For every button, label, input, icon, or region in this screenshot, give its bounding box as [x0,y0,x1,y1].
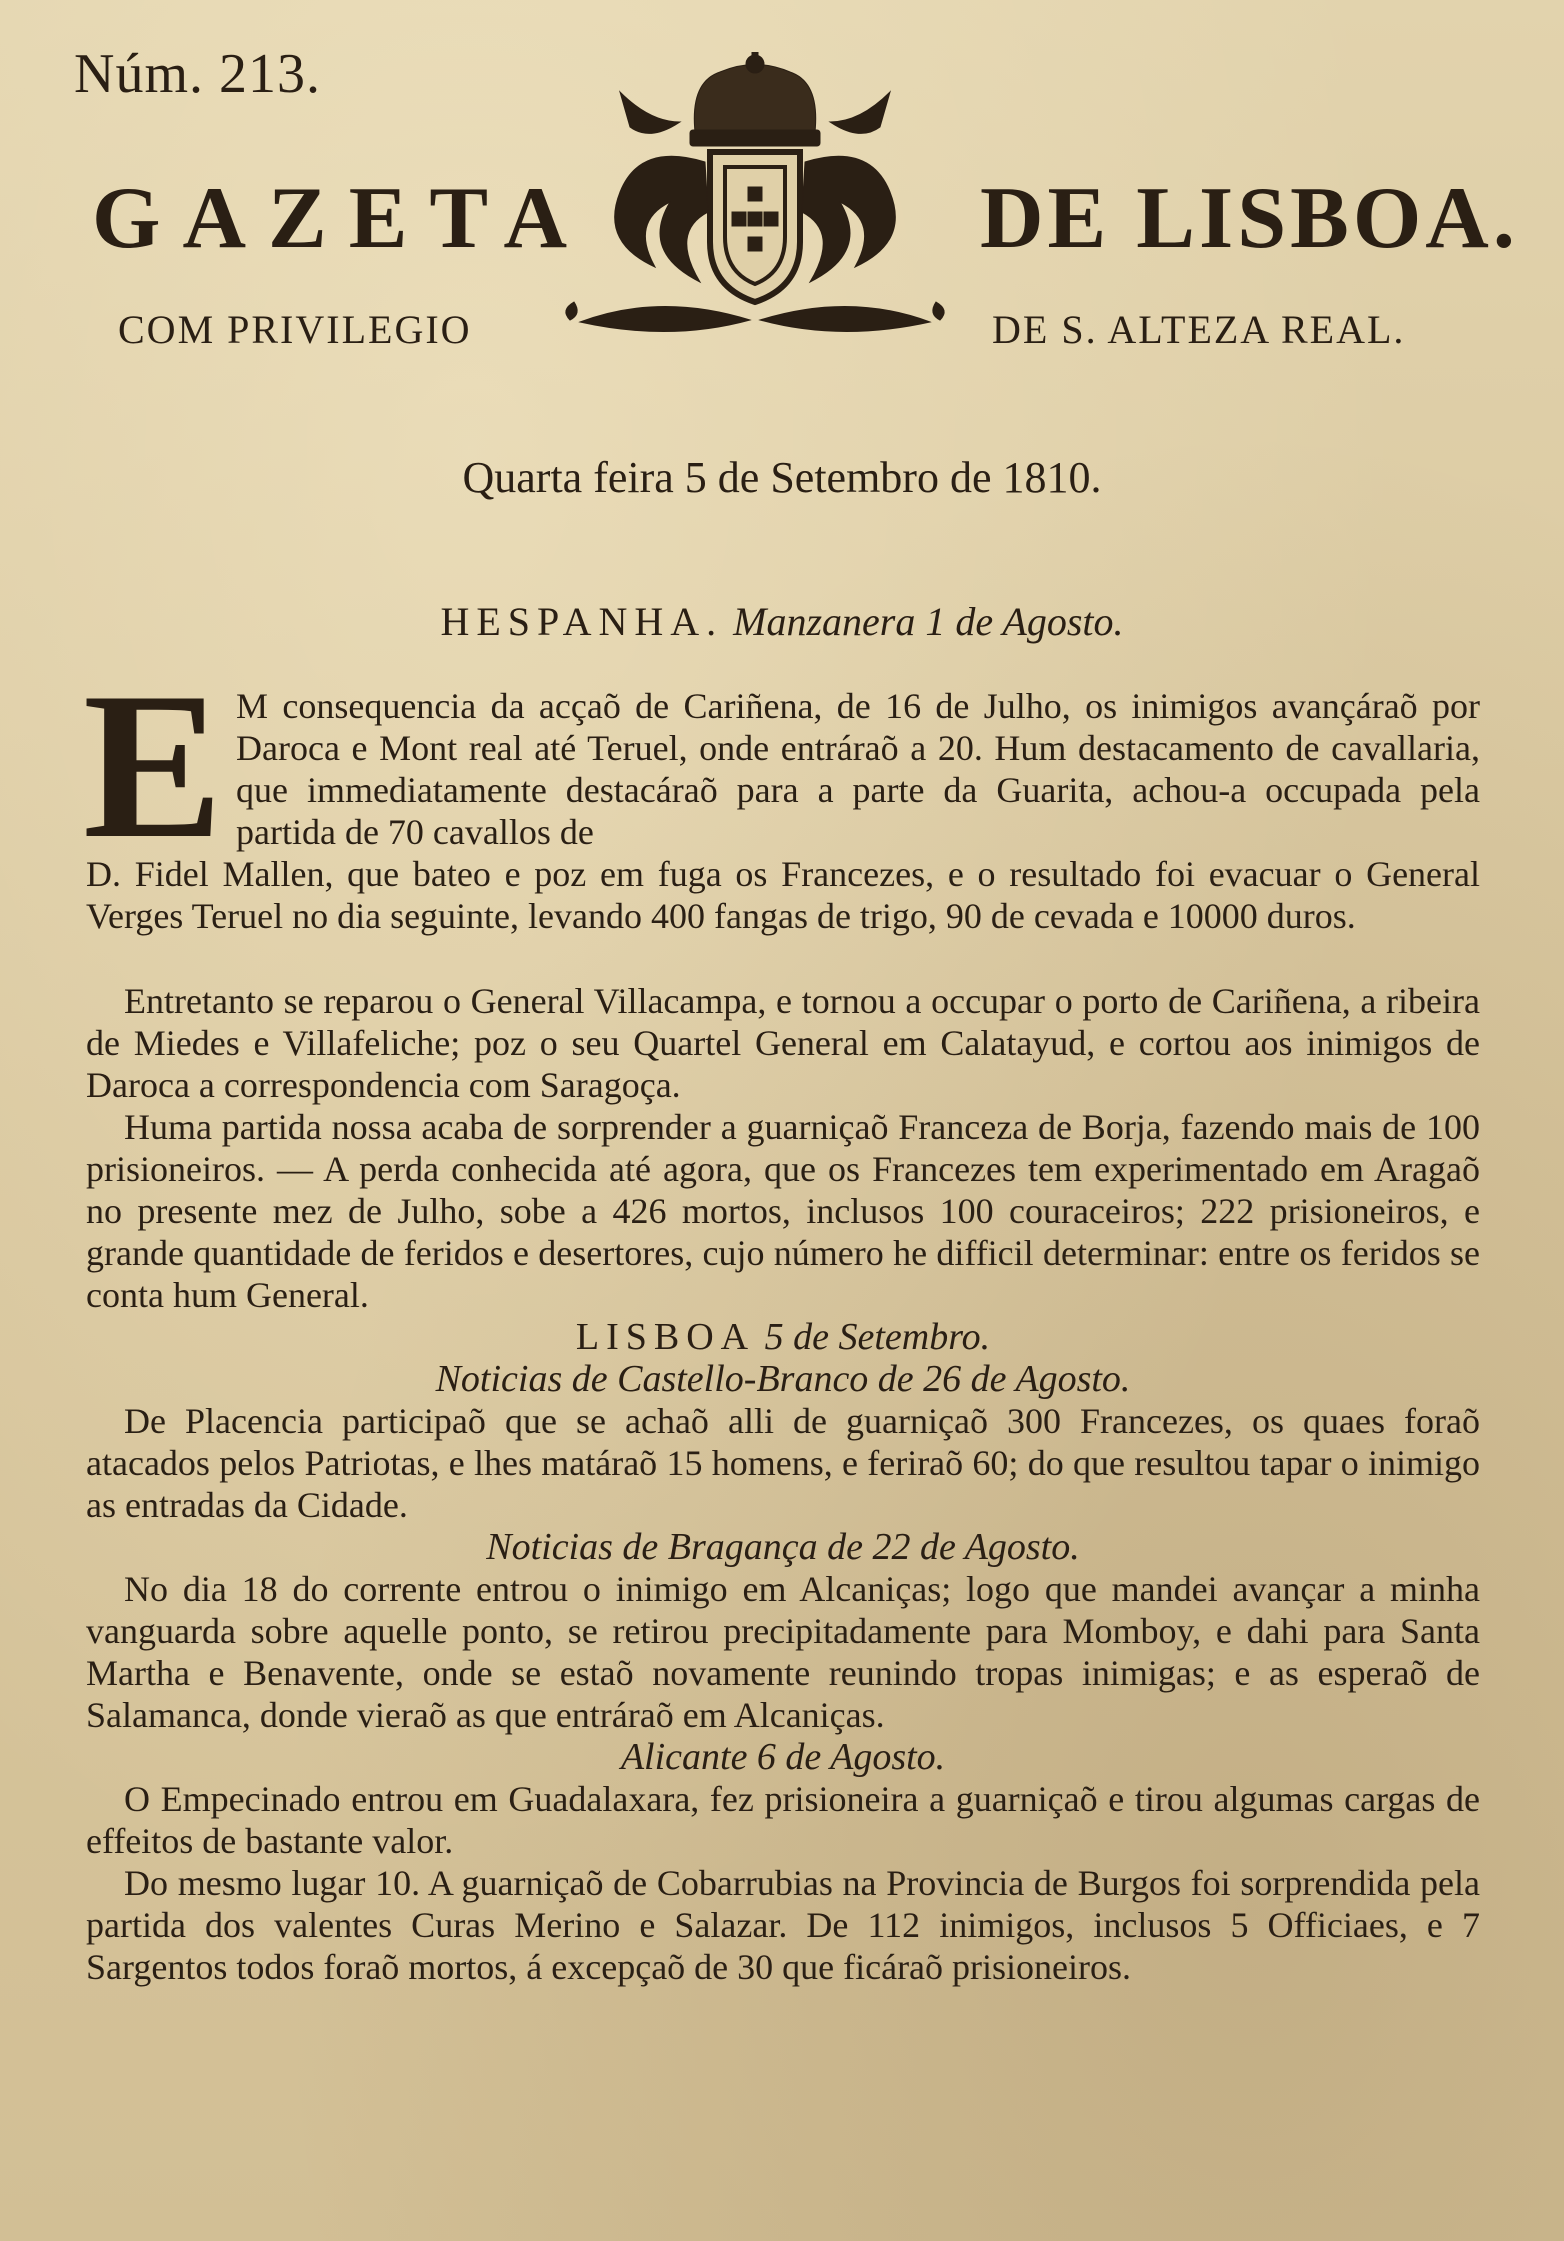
section-heading-spain [0,598,1564,645]
paragraph: Entretanto se reparou o General Villacampa, e tornou a occupar o porto de Cariñena, a ribeira de Miedes e Villafeliche; poz o seu Quartel General em Calatayud, e cortou aos inimigos de Daroca a correspondencia com Saragoça. [86,981,1480,1105]
royal-crest-icon [560,52,950,362]
paragraph: Do mesmo lugar 10. A guarniçaõ de Cobarrubias na Provincia de Burgos foi sorprendida pela partida dos valentes Curas Merino e Salazar. De 112 inimigos, inclusos 5 Officiaes, e 7 Sargentos todos foraõ mortos, á excepçaõ de 30 que ficáraõ prisioneiros. [86,1863,1480,1987]
subheading: Alicante 6 de Agosto. [620,1736,946,1778]
article-body [86,980,1480,1988]
masthead-title-left: GAZETA [92,170,590,267]
paragraph: Huma partida nossa acaba de sorprender a guarniçaõ Franceza de Borja, fazendo mais de 100 prisioneiros. — A perda conhecida até agora, que os Francezes tem experimentado em Aragaõ no presente mez de Julho, sobe a 426 mortos, inclusos 100 couraceiros; 222 prisioneiros, e grande quantidade de feridos e desertores, cujo número he difficil determinar: entre os feridos se conta hum General. [86,1107,1480,1315]
section-city-date: 5 de Setembro. [764,1316,991,1358]
drop-cap: E [82,650,224,882]
section-city: LISBOA [575,1316,756,1358]
first-paragraph-continuation: D. Fidel Mallen, que bateo e poz em fuga os Francezes, e o resultado foi evacuar o General Verges Teruel no dia seguinte, levando 400 fangas de trigo, 90 de cevada e 10000 duros. [86,854,1480,936]
subheading: Noticias de Castello-Branco de 26 de Agosto. [435,1358,1131,1400]
paragraph: De Placencia participaõ que se achaõ alli de guarniçaõ 300 Francezes, os quaes foraõ atacados pelos Patriotas, e lhes matáraõ 15 homens, e feriraõ 60; do que resultou tapar o inimigo as entradas da Cidade. [86,1401,1480,1525]
paragraph: No dia 18 do corrente entrou o inimigo em Alcaniças; logo que mandei avançar a minha vanguarda sobre aquelle ponto, se retirou precipitadamente para Momboy, e dahi para Santa Martha e Benavente, onde se estaõ novamente reunindo tropas inimigas; e as esperaõ de Salamanca, donde vieraõ as que entráraõ em Alcaniças. [86,1569,1480,1735]
masthead-title-right: DE LISBOA. [980,170,1519,267]
privilege-right: DE S. ALTEZA REAL. [992,307,1406,352]
privilege-left: COM PRIVILEGIO [118,307,472,352]
issue-number: Núm. 213. [74,43,321,105]
section-country: HESPANHA. [440,599,724,644]
issue-date: Quarta feira 5 de Setembro de 1810. [462,453,1102,502]
paragraph: O Empecinado entrou em Guadalaxara, fez prisioneira a guarniçaõ e tirou algumas cargas de effeitos de bastante valor. [86,1779,1480,1861]
section-place: Manzanera 1 de Agosto. [733,599,1124,644]
section-heading-lisbon [86,1316,1480,1358]
subheading: Noticias de Bragança de 22 de Agosto. [486,1526,1080,1568]
first-paragraph-lead: M consequencia da acçaõ de Cariñena, de 16 de Julho, os inimigos avançáraõ por Daroca e Mont real até Teruel, onde entráraõ a 20. Hum destacamento de cavallaria, que immediatamente destacáraõ para a parte da Guarita, achou-a occupada pela partida de 70 cavallos de [236,686,1480,852]
